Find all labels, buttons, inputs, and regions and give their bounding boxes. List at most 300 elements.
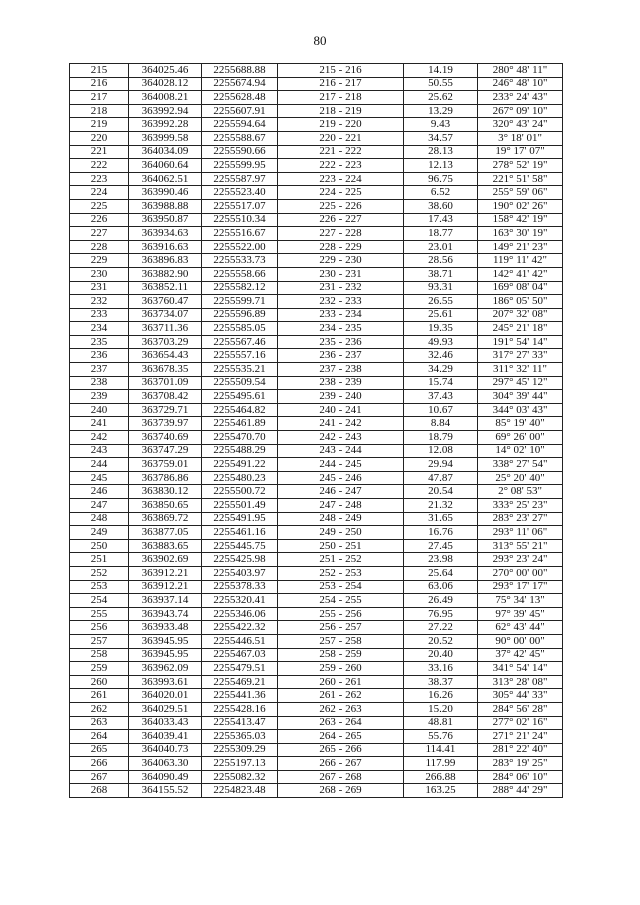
table-row bbox=[70, 349, 563, 363]
table-row bbox=[70, 444, 563, 458]
y-coordinate-cell: 2255461.89 bbox=[202, 417, 278, 431]
bearing-cell: 305° 44' 33" bbox=[478, 689, 563, 703]
x-coordinate-cell: 363945.95 bbox=[129, 634, 202, 648]
x-coordinate-cell: 364039.41 bbox=[129, 730, 202, 744]
length-cell: 28.56 bbox=[404, 254, 478, 268]
bearing-cell: 25° 20' 40" bbox=[478, 471, 563, 485]
segment-cell: 238 - 239 bbox=[278, 376, 404, 390]
length-cell: 18.79 bbox=[404, 431, 478, 445]
table-row bbox=[70, 240, 563, 254]
x-coordinate-cell: 363912.21 bbox=[129, 566, 202, 580]
y-coordinate-cell: 2255464.82 bbox=[202, 403, 278, 417]
segment-cell: 232 - 233 bbox=[278, 295, 404, 309]
segment-cell: 245 - 246 bbox=[278, 471, 404, 485]
segment-cell: 225 - 226 bbox=[278, 199, 404, 213]
segment-cell: 246 - 247 bbox=[278, 485, 404, 499]
bearing-cell: 37° 42' 45" bbox=[478, 648, 563, 662]
point-number-cell: 241 bbox=[70, 417, 129, 431]
table-row bbox=[70, 471, 563, 485]
point-number-cell: 254 bbox=[70, 594, 129, 608]
point-number-cell: 239 bbox=[70, 390, 129, 404]
segment-cell: 217 - 218 bbox=[278, 91, 404, 105]
x-coordinate-cell: 363830.12 bbox=[129, 485, 202, 499]
point-number-cell: 231 bbox=[70, 281, 129, 295]
y-coordinate-cell: 2255446.51 bbox=[202, 634, 278, 648]
y-coordinate-cell: 2255422.32 bbox=[202, 621, 278, 635]
length-cell: 49.93 bbox=[404, 335, 478, 349]
x-coordinate-cell: 363786.86 bbox=[129, 471, 202, 485]
table-row bbox=[70, 607, 563, 621]
point-number-cell: 225 bbox=[70, 199, 129, 213]
bearing-cell: 277° 02' 16" bbox=[478, 716, 563, 730]
table-row bbox=[70, 77, 563, 91]
table-row bbox=[70, 104, 563, 118]
length-cell: 8.84 bbox=[404, 417, 478, 431]
length-cell: 25.61 bbox=[404, 308, 478, 322]
table-row bbox=[70, 594, 563, 608]
point-number-cell: 223 bbox=[70, 172, 129, 186]
y-coordinate-cell: 2255491.95 bbox=[202, 512, 278, 526]
point-number-cell: 247 bbox=[70, 499, 129, 513]
point-number-cell: 236 bbox=[70, 349, 129, 363]
bearing-cell: 278° 52' 19" bbox=[478, 159, 563, 173]
bearing-cell: 270° 00' 00" bbox=[478, 566, 563, 580]
length-cell: 38.71 bbox=[404, 267, 478, 281]
point-number-cell: 237 bbox=[70, 363, 129, 377]
table-row bbox=[70, 131, 563, 145]
segment-cell: 257 - 258 bbox=[278, 634, 404, 648]
segment-cell: 226 - 227 bbox=[278, 213, 404, 227]
table-row bbox=[70, 675, 563, 689]
bearing-cell: 90° 00' 00" bbox=[478, 634, 563, 648]
segment-cell: 250 - 251 bbox=[278, 539, 404, 553]
point-number-cell: 219 bbox=[70, 118, 129, 132]
y-coordinate-cell: 2255495.61 bbox=[202, 390, 278, 404]
segment-cell: 219 - 220 bbox=[278, 118, 404, 132]
length-cell: 25.62 bbox=[404, 91, 478, 105]
x-coordinate-cell: 364062.51 bbox=[129, 172, 202, 186]
y-coordinate-cell: 2255488.29 bbox=[202, 444, 278, 458]
point-number-cell: 258 bbox=[70, 648, 129, 662]
point-number-cell: 250 bbox=[70, 539, 129, 553]
segment-cell: 254 - 255 bbox=[278, 594, 404, 608]
table-row bbox=[70, 580, 563, 594]
x-coordinate-cell: 364029.51 bbox=[129, 702, 202, 716]
bearing-cell: 75° 34' 13" bbox=[478, 594, 563, 608]
page-number: 80 bbox=[313, 33, 327, 48]
coordinates-table bbox=[69, 63, 563, 798]
point-number-cell: 259 bbox=[70, 662, 129, 676]
point-number-cell: 242 bbox=[70, 431, 129, 445]
table-row bbox=[70, 227, 563, 241]
x-coordinate-cell: 363708.42 bbox=[129, 390, 202, 404]
segment-cell: 234 - 235 bbox=[278, 322, 404, 336]
y-coordinate-cell: 2255413.47 bbox=[202, 716, 278, 730]
x-coordinate-cell: 363943.74 bbox=[129, 607, 202, 621]
point-number-cell: 267 bbox=[70, 770, 129, 784]
bearing-cell: 283° 19' 25" bbox=[478, 757, 563, 771]
table-row bbox=[70, 716, 563, 730]
y-coordinate-cell: 2255674.94 bbox=[202, 77, 278, 91]
length-cell: 34.57 bbox=[404, 131, 478, 145]
x-coordinate-cell: 364008.21 bbox=[129, 91, 202, 105]
x-coordinate-cell: 363992.94 bbox=[129, 104, 202, 118]
y-coordinate-cell: 2255445.75 bbox=[202, 539, 278, 553]
segment-cell: 230 - 231 bbox=[278, 267, 404, 281]
segment-cell: 220 - 221 bbox=[278, 131, 404, 145]
length-cell: 29.94 bbox=[404, 458, 478, 472]
point-number-cell: 262 bbox=[70, 702, 129, 716]
segment-cell: 233 - 234 bbox=[278, 308, 404, 322]
segment-cell: 258 - 259 bbox=[278, 648, 404, 662]
length-cell: 23.98 bbox=[404, 553, 478, 567]
table-row bbox=[70, 566, 563, 580]
table-row bbox=[70, 634, 563, 648]
x-coordinate-cell: 363729.71 bbox=[129, 403, 202, 417]
table-row bbox=[70, 730, 563, 744]
table-row bbox=[70, 254, 563, 268]
x-coordinate-cell: 363869.72 bbox=[129, 512, 202, 526]
point-number-cell: 244 bbox=[70, 458, 129, 472]
segment-cell: 256 - 257 bbox=[278, 621, 404, 635]
table-row bbox=[70, 770, 563, 784]
bearing-cell: 284° 06' 10" bbox=[478, 770, 563, 784]
y-coordinate-cell: 2255461.16 bbox=[202, 526, 278, 540]
point-number-cell: 252 bbox=[70, 566, 129, 580]
bearing-cell: 288° 44' 29" bbox=[478, 784, 563, 798]
table-row bbox=[70, 403, 563, 417]
bearing-cell: 186° 05' 50" bbox=[478, 295, 563, 309]
bearing-cell: 207° 32' 08" bbox=[478, 308, 563, 322]
table-row bbox=[70, 431, 563, 445]
bearing-cell: 191° 54' 14" bbox=[478, 335, 563, 349]
table-row bbox=[70, 390, 563, 404]
x-coordinate-cell: 363678.35 bbox=[129, 363, 202, 377]
bearing-cell: 293° 17' 17" bbox=[478, 580, 563, 594]
bearing-cell: 280° 48' 11" bbox=[478, 64, 563, 78]
point-number-cell: 227 bbox=[70, 227, 129, 241]
point-number-cell: 253 bbox=[70, 580, 129, 594]
segment-cell: 266 - 267 bbox=[278, 757, 404, 771]
length-cell: 14.19 bbox=[404, 64, 478, 78]
point-number-cell: 240 bbox=[70, 403, 129, 417]
table-row bbox=[70, 621, 563, 635]
point-number-cell: 257 bbox=[70, 634, 129, 648]
table-row bbox=[70, 213, 563, 227]
length-cell: 12.13 bbox=[404, 159, 478, 173]
point-number-cell: 235 bbox=[70, 335, 129, 349]
bearing-cell: 233° 24' 43" bbox=[478, 91, 563, 105]
x-coordinate-cell: 363993.61 bbox=[129, 675, 202, 689]
table-row bbox=[70, 526, 563, 540]
coordinates-table-body bbox=[70, 64, 563, 798]
length-cell: 37.43 bbox=[404, 390, 478, 404]
segment-cell: 265 - 266 bbox=[278, 743, 404, 757]
segment-cell: 222 - 223 bbox=[278, 159, 404, 173]
x-coordinate-cell: 363990.46 bbox=[129, 186, 202, 200]
y-coordinate-cell: 2255587.97 bbox=[202, 172, 278, 186]
x-coordinate-cell: 363882.90 bbox=[129, 267, 202, 281]
table-row bbox=[70, 91, 563, 105]
x-coordinate-cell: 363850.65 bbox=[129, 499, 202, 513]
bearing-cell: 344° 03' 43" bbox=[478, 403, 563, 417]
segment-cell: 236 - 237 bbox=[278, 349, 404, 363]
length-cell: 19.35 bbox=[404, 322, 478, 336]
y-coordinate-cell: 2255582.12 bbox=[202, 281, 278, 295]
bearing-cell: 283° 23' 27" bbox=[478, 512, 563, 526]
x-coordinate-cell: 363945.95 bbox=[129, 648, 202, 662]
y-coordinate-cell: 2255585.05 bbox=[202, 322, 278, 336]
table-row bbox=[70, 322, 563, 336]
point-number-cell: 215 bbox=[70, 64, 129, 78]
point-number-cell: 228 bbox=[70, 240, 129, 254]
segment-cell: 261 - 262 bbox=[278, 689, 404, 703]
y-coordinate-cell: 2255479.51 bbox=[202, 662, 278, 676]
x-coordinate-cell: 364090.49 bbox=[129, 770, 202, 784]
y-coordinate-cell: 2255441.36 bbox=[202, 689, 278, 703]
x-coordinate-cell: 363883.65 bbox=[129, 539, 202, 553]
table-row bbox=[70, 553, 563, 567]
point-number-cell: 256 bbox=[70, 621, 129, 635]
length-cell: 163.25 bbox=[404, 784, 478, 798]
length-cell: 13.29 bbox=[404, 104, 478, 118]
segment-cell: 231 - 232 bbox=[278, 281, 404, 295]
x-coordinate-cell: 363740.69 bbox=[129, 431, 202, 445]
length-cell: 26.55 bbox=[404, 295, 478, 309]
table-row bbox=[70, 648, 563, 662]
y-coordinate-cell: 2255470.70 bbox=[202, 431, 278, 445]
point-number-cell: 263 bbox=[70, 716, 129, 730]
bearing-cell: 69° 26' 00" bbox=[478, 431, 563, 445]
table-row bbox=[70, 512, 563, 526]
point-number-cell: 218 bbox=[70, 104, 129, 118]
point-number-cell: 224 bbox=[70, 186, 129, 200]
point-number-cell: 246 bbox=[70, 485, 129, 499]
x-coordinate-cell: 363711.36 bbox=[129, 322, 202, 336]
length-cell: 27.22 bbox=[404, 621, 478, 635]
length-cell: 21.32 bbox=[404, 499, 478, 513]
y-coordinate-cell: 2255590.66 bbox=[202, 145, 278, 159]
segment-cell: 215 - 216 bbox=[278, 64, 404, 78]
x-coordinate-cell: 364034.09 bbox=[129, 145, 202, 159]
point-number-cell: 230 bbox=[70, 267, 129, 281]
length-cell: 17.43 bbox=[404, 213, 478, 227]
segment-cell: 221 - 222 bbox=[278, 145, 404, 159]
bearing-cell: 333° 25' 23" bbox=[478, 499, 563, 513]
y-coordinate-cell: 2255425.98 bbox=[202, 553, 278, 567]
y-coordinate-cell: 2255523.40 bbox=[202, 186, 278, 200]
segment-cell: 227 - 228 bbox=[278, 227, 404, 241]
table-row bbox=[70, 539, 563, 553]
table-row bbox=[70, 64, 563, 78]
segment-cell: 248 - 249 bbox=[278, 512, 404, 526]
y-coordinate-cell: 2255320.41 bbox=[202, 594, 278, 608]
point-number-cell: 245 bbox=[70, 471, 129, 485]
bearing-cell: 281° 22' 40" bbox=[478, 743, 563, 757]
y-coordinate-cell: 2255469.21 bbox=[202, 675, 278, 689]
length-cell: 48.81 bbox=[404, 716, 478, 730]
x-coordinate-cell: 364025.46 bbox=[129, 64, 202, 78]
segment-cell: 223 - 224 bbox=[278, 172, 404, 186]
x-coordinate-cell: 363734.07 bbox=[129, 308, 202, 322]
y-coordinate-cell: 2255599.71 bbox=[202, 295, 278, 309]
point-number-cell: 238 bbox=[70, 376, 129, 390]
segment-cell: 259 - 260 bbox=[278, 662, 404, 676]
x-coordinate-cell: 363896.83 bbox=[129, 254, 202, 268]
segment-cell: 244 - 245 bbox=[278, 458, 404, 472]
bearing-cell: 3° 18' 01" bbox=[478, 131, 563, 145]
segment-cell: 251 - 252 bbox=[278, 553, 404, 567]
table-row bbox=[70, 363, 563, 377]
table-row bbox=[70, 458, 563, 472]
length-cell: 16.26 bbox=[404, 689, 478, 703]
x-coordinate-cell: 364063.30 bbox=[129, 757, 202, 771]
segment-cell: 216 - 217 bbox=[278, 77, 404, 91]
length-cell: 34.29 bbox=[404, 363, 478, 377]
segment-cell: 224 - 225 bbox=[278, 186, 404, 200]
bearing-cell: 19° 17' 07" bbox=[478, 145, 563, 159]
x-coordinate-cell: 364033.43 bbox=[129, 716, 202, 730]
bearing-cell: 293° 23' 24" bbox=[478, 553, 563, 567]
length-cell: 32.46 bbox=[404, 349, 478, 363]
table-row bbox=[70, 172, 563, 186]
point-number-cell: 222 bbox=[70, 159, 129, 173]
x-coordinate-cell: 363747.29 bbox=[129, 444, 202, 458]
x-coordinate-cell: 363934.63 bbox=[129, 227, 202, 241]
length-cell: 27.45 bbox=[404, 539, 478, 553]
bearing-cell: 149° 21' 23" bbox=[478, 240, 563, 254]
segment-cell: 253 - 254 bbox=[278, 580, 404, 594]
table-row bbox=[70, 159, 563, 173]
segment-cell: 229 - 230 bbox=[278, 254, 404, 268]
y-coordinate-cell: 2255491.22 bbox=[202, 458, 278, 472]
segment-cell: 262 - 263 bbox=[278, 702, 404, 716]
bearing-cell: 2° 08' 53" bbox=[478, 485, 563, 499]
segment-cell: 247 - 248 bbox=[278, 499, 404, 513]
bearing-cell: 313° 55' 21" bbox=[478, 539, 563, 553]
y-coordinate-cell: 2255596.89 bbox=[202, 308, 278, 322]
segment-cell: 252 - 253 bbox=[278, 566, 404, 580]
y-coordinate-cell: 2255197.13 bbox=[202, 757, 278, 771]
bearing-cell: 304° 39' 44" bbox=[478, 390, 563, 404]
bearing-cell: 97° 39' 45" bbox=[478, 607, 563, 621]
length-cell: 38.60 bbox=[404, 199, 478, 213]
bearing-cell: 341° 54' 14" bbox=[478, 662, 563, 676]
point-number-cell: 264 bbox=[70, 730, 129, 744]
length-cell: 33.16 bbox=[404, 662, 478, 676]
bearing-cell: 338° 27' 54" bbox=[478, 458, 563, 472]
x-coordinate-cell: 363962.09 bbox=[129, 662, 202, 676]
length-cell: 20.54 bbox=[404, 485, 478, 499]
segment-cell: 235 - 236 bbox=[278, 335, 404, 349]
point-number-cell: 217 bbox=[70, 91, 129, 105]
segment-cell: 264 - 265 bbox=[278, 730, 404, 744]
segment-cell: 260 - 261 bbox=[278, 675, 404, 689]
bearing-cell: 163° 30' 19" bbox=[478, 227, 563, 241]
length-cell: 114.41 bbox=[404, 743, 478, 757]
y-coordinate-cell: 2255510.34 bbox=[202, 213, 278, 227]
y-coordinate-cell: 2255535.21 bbox=[202, 363, 278, 377]
table-row bbox=[70, 145, 563, 159]
table-row bbox=[70, 267, 563, 281]
segment-cell: 241 - 242 bbox=[278, 417, 404, 431]
y-coordinate-cell: 2255517.07 bbox=[202, 199, 278, 213]
y-coordinate-cell: 2255522.00 bbox=[202, 240, 278, 254]
y-coordinate-cell: 2255365.03 bbox=[202, 730, 278, 744]
y-coordinate-cell: 2255500.72 bbox=[202, 485, 278, 499]
length-cell: 16.76 bbox=[404, 526, 478, 540]
point-number-cell: 232 bbox=[70, 295, 129, 309]
bearing-cell: 245° 21' 18" bbox=[478, 322, 563, 336]
length-cell: 15.20 bbox=[404, 702, 478, 716]
bearing-cell: 311° 32' 11" bbox=[478, 363, 563, 377]
table-row bbox=[70, 485, 563, 499]
bearing-cell: 14° 02' 10" bbox=[478, 444, 563, 458]
x-coordinate-cell: 363852.11 bbox=[129, 281, 202, 295]
table-row bbox=[70, 784, 563, 798]
x-coordinate-cell: 363950.87 bbox=[129, 213, 202, 227]
x-coordinate-cell: 363999.58 bbox=[129, 131, 202, 145]
segment-cell: 228 - 229 bbox=[278, 240, 404, 254]
y-coordinate-cell: 2255516.67 bbox=[202, 227, 278, 241]
y-coordinate-cell: 2255082.32 bbox=[202, 770, 278, 784]
table-row bbox=[70, 281, 563, 295]
y-coordinate-cell: 2255558.66 bbox=[202, 267, 278, 281]
y-coordinate-cell: 2254823.48 bbox=[202, 784, 278, 798]
point-number-cell: 249 bbox=[70, 526, 129, 540]
point-number-cell: 251 bbox=[70, 553, 129, 567]
point-number-cell: 268 bbox=[70, 784, 129, 798]
bearing-cell: 85° 19' 40" bbox=[478, 417, 563, 431]
y-coordinate-cell: 2255594.64 bbox=[202, 118, 278, 132]
segment-cell: 239 - 240 bbox=[278, 390, 404, 404]
x-coordinate-cell: 364060.64 bbox=[129, 159, 202, 173]
length-cell: 23.01 bbox=[404, 240, 478, 254]
segment-cell: 263 - 264 bbox=[278, 716, 404, 730]
bearing-cell: 119° 11' 42" bbox=[478, 254, 563, 268]
point-number-cell: 261 bbox=[70, 689, 129, 703]
bearing-cell: 267° 09' 10" bbox=[478, 104, 563, 118]
bearing-cell: 142° 41' 42" bbox=[478, 267, 563, 281]
table-row bbox=[70, 417, 563, 431]
segment-cell: 240 - 241 bbox=[278, 403, 404, 417]
y-coordinate-cell: 2255467.03 bbox=[202, 648, 278, 662]
y-coordinate-cell: 2255599.95 bbox=[202, 159, 278, 173]
y-coordinate-cell: 2255480.23 bbox=[202, 471, 278, 485]
bearing-cell: 246° 48' 10" bbox=[478, 77, 563, 91]
segment-cell: 237 - 238 bbox=[278, 363, 404, 377]
length-cell: 55.76 bbox=[404, 730, 478, 744]
table-row bbox=[70, 702, 563, 716]
bearing-cell: 271° 21' 24" bbox=[478, 730, 563, 744]
y-coordinate-cell: 2255607.91 bbox=[202, 104, 278, 118]
table-row bbox=[70, 186, 563, 200]
point-number-cell: 266 bbox=[70, 757, 129, 771]
y-coordinate-cell: 2255309.29 bbox=[202, 743, 278, 757]
length-cell: 47.87 bbox=[404, 471, 478, 485]
length-cell: 93.31 bbox=[404, 281, 478, 295]
bearing-cell: 293° 11' 06" bbox=[478, 526, 563, 540]
point-number-cell: 221 bbox=[70, 145, 129, 159]
bearing-cell: 190° 02' 26" bbox=[478, 199, 563, 213]
y-coordinate-cell: 2255533.73 bbox=[202, 254, 278, 268]
table-row bbox=[70, 757, 563, 771]
length-cell: 12.08 bbox=[404, 444, 478, 458]
point-number-cell: 229 bbox=[70, 254, 129, 268]
table-row bbox=[70, 376, 563, 390]
length-cell: 9.43 bbox=[404, 118, 478, 132]
length-cell: 117.99 bbox=[404, 757, 478, 771]
